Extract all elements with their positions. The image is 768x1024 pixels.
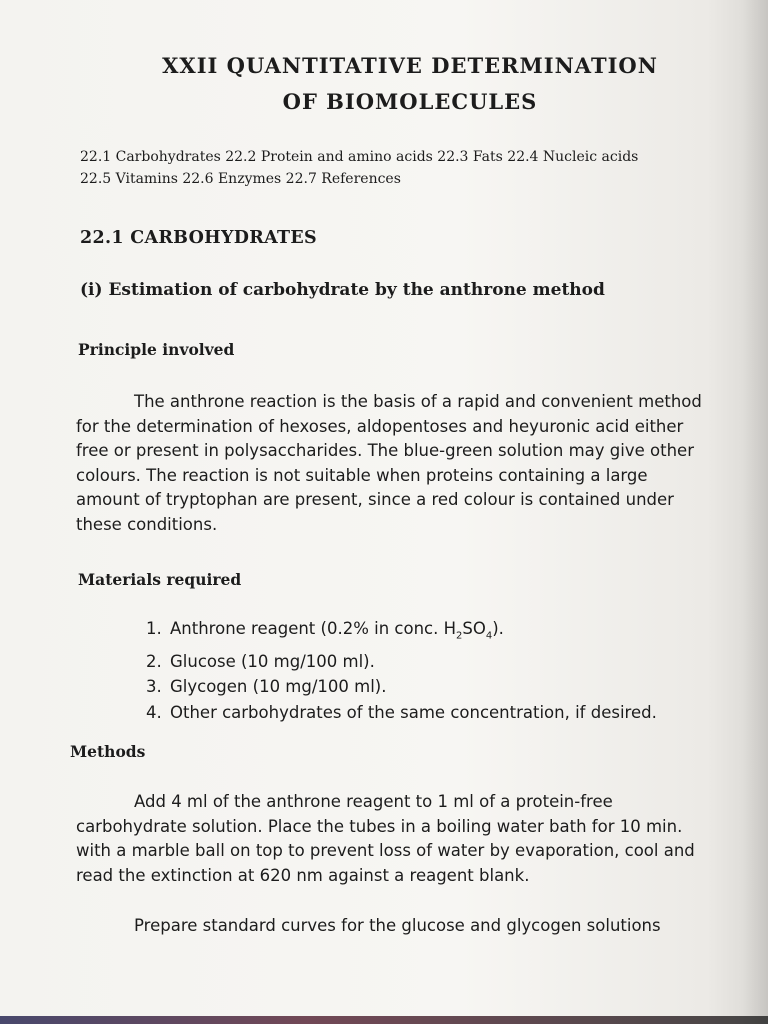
chapter-title: [100, 48, 720, 120]
principle-paragraph: The anthrone reaction is the basis of a rapid and convenient method for the determination of hexoses, aldopentoses and heyuronic acid either free or present in polysaccharides. The blue-green solution may give other colours. The reaction is not suitable when proteins containing a large amount of tryptophan are present, since a red colour is contained under these conditions.: [76, 392, 702, 534]
chapter-contents: [80, 146, 740, 190]
methods-heading: Methods: [70, 742, 146, 761]
materials-heading: Materials required: [78, 570, 242, 589]
list-item: [146, 674, 666, 700]
list-item-text: Glucose (10 mg/100 ml).: [170, 651, 375, 671]
methods-paragraph-2: Prepare standard curves for the glucose and glycogen solutions: [134, 916, 661, 935]
list-item: [146, 700, 666, 726]
chapter-title-line-2: OF BIOMOLECULES: [282, 89, 538, 114]
chapter-title-line-1: XXII QUANTITATIVE DETERMINATION: [162, 53, 658, 78]
list-item: 1. Anthrone reagent (0.2% in conc. $H_2SO_4$).: [146, 616, 666, 649]
section-heading: 22.1 CARBOHYDRATES: [80, 228, 317, 248]
materials-list: [146, 616, 666, 725]
subsection-heading: (i) Estimation of carbohydrate by the anthrone method: [80, 280, 605, 300]
list-item-number: 3.: [146, 677, 162, 697]
list-item-number: 4.: [146, 702, 162, 722]
list-item-text: Glycogen (10 mg/100 ml).: [170, 677, 387, 697]
principle-heading: Principle involved: [78, 340, 235, 359]
list-item-number: 2.: [146, 651, 162, 671]
methods-paragraph: Add 4 ml of the anthrone reagent to 1 ml of a protein-free carbohydrate solution. Place the tubes in a boiling water bath for 10 min. with a marble ball on top to prevent loss of water by evaporation, cool and read the extinction at 620 nm against a reagent blank.: [76, 792, 695, 885]
page-spine-shadow: [742, 0, 768, 1024]
contents-line-1: 22.1 Carbohydrates 22.2 Protein and amino acids 22.3 Fats 22.4 Nucleic acids: [80, 149, 639, 165]
list-item-text: Other carbohydrates of the same concentration, if desired.: [170, 702, 657, 722]
list-item-number: 1.: [146, 619, 162, 638]
page-bottom-edge: [0, 1016, 768, 1024]
contents-line-2: 22.5 Vitamins 22.6 Enzymes 22.7 References: [80, 171, 401, 187]
list-item: [146, 649, 666, 675]
